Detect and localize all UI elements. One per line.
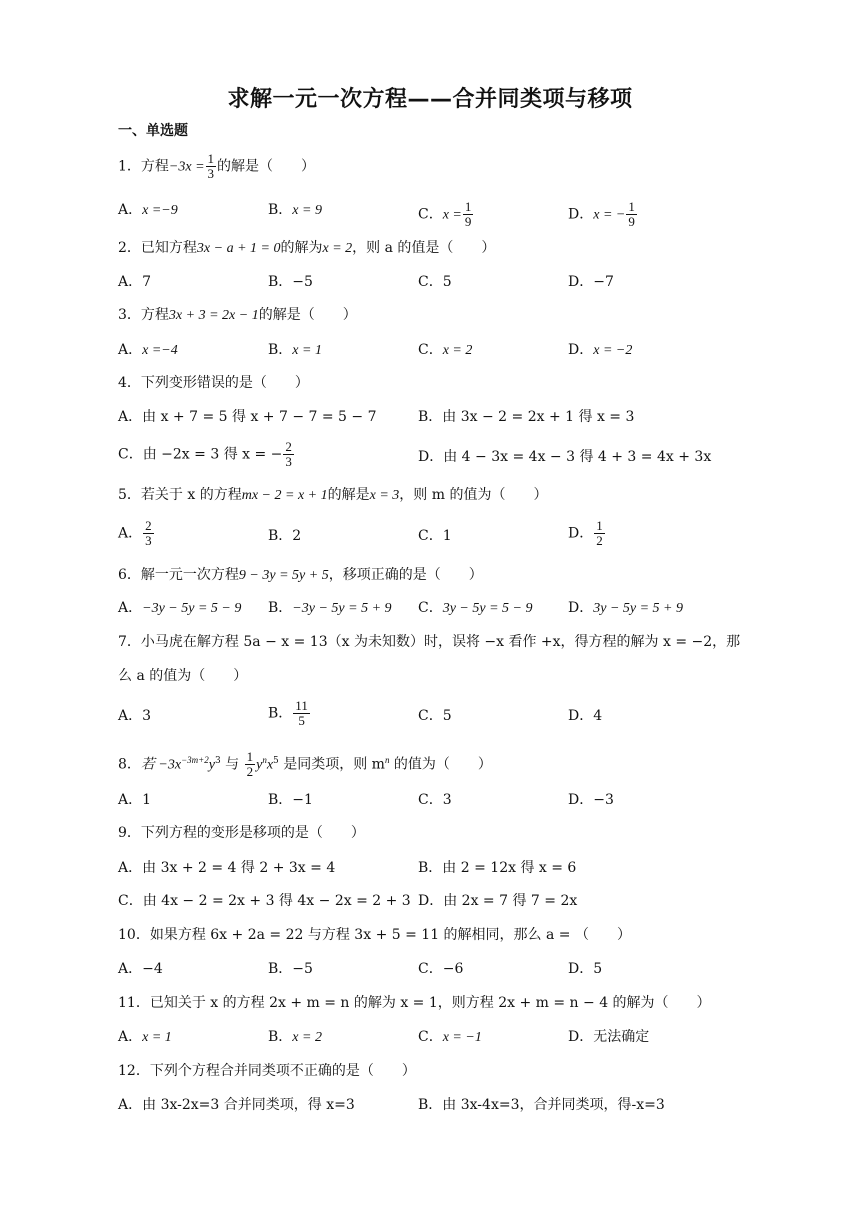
question-6: 6．解一元一次方程9 − 3y = 5y + 5，移项正确的是（ ）	[118, 567, 483, 583]
option-3b: B．x = 1	[268, 342, 322, 358]
option-8d: D．−3	[568, 792, 614, 808]
question-9: 9．下列方程的变形是移项的是（ ）	[118, 825, 365, 841]
option-11c: C．x = −1	[418, 1029, 482, 1045]
option-1c: C．x = $\frac{1}{9}$	[418, 199, 472, 229]
question-11: 11．已知关于 x 的方程 2x + m = n 的解为 x = 1，则方程 2x + m = n − 4 的解为（ ）	[118, 995, 711, 1011]
option-7b: B． $\frac{11}{5}$	[268, 698, 308, 728]
option-9b: B．由 2 = 12x 得 x = 6	[418, 860, 577, 876]
option-3d: D．x = −2	[568, 342, 633, 358]
page-title: 求解一元一次方程——合并同类项与移项	[227, 87, 633, 112]
section-heading: 一、单选题	[118, 123, 188, 139]
option-8c: C．3	[418, 792, 452, 808]
option-5b: B．2	[268, 528, 302, 544]
option-11b: B．x = 2	[268, 1029, 322, 1045]
question-7: 7．小马虎在解方程 5a − x = 13（x 为未知数）时，误将 −x 看作 +x，得方程的解为 x = −2，那	[118, 634, 741, 650]
option-11d: D．无法确定	[568, 1029, 650, 1045]
question-10: 10．如果方程 6x + 2a = 22 与方程 3x + 5 = 11 的解相同，那么 a = （ ）	[118, 927, 631, 943]
option-6b: B．−3y − 5y = 5 + 9	[268, 600, 392, 616]
option-10b: B．−5	[268, 961, 313, 977]
option-6d: D．3y − 5y = 5 + 9	[568, 600, 684, 616]
option-4a: A．由 x + 7 = 5 得 x + 7 − 7 = 5 − 7	[118, 409, 377, 425]
fraction: $\frac{1}{3}$	[207, 151, 215, 181]
option-9d: D．由 2x = 7 得 7 = 2x	[418, 893, 578, 909]
question-5: 5．若关于 x 的方程mx − 2 = x + 1的解是x = 3，则 m 的值为（ ）	[118, 487, 548, 503]
option-4c: C．由 −2x = 3 得 x = − $\frac{2}{3}$	[118, 439, 292, 469]
option-12a: A．由 3x-2x=3 合并同类项，得 x=3	[118, 1097, 355, 1113]
option-5c: C．1	[418, 528, 452, 544]
option-3a: A．x =−4	[118, 342, 178, 358]
option-9c: C．由 4x − 2 = 2x + 3 得 4x − 2x = 2 + 3	[118, 893, 411, 909]
option-4d: D．由 4 − 3x = 4x − 3 得 4 + 3 = 4x + 3x	[418, 449, 712, 465]
option-1b: B．x = 9	[268, 202, 322, 218]
option-3c: C．x = 2	[418, 342, 473, 358]
option-7a: A．3	[118, 708, 152, 724]
option-2d: D．−7	[568, 274, 614, 290]
option-5d: D． $\frac{1}{2}$	[568, 518, 603, 548]
option-7c: C．5	[418, 708, 452, 724]
option-2b: B．−5	[268, 274, 313, 290]
option-1d: D．x = − $\frac{1}{9}$	[568, 199, 635, 229]
option-9a: A．由 3x + 2 = 4 得 2 + 3x = 4	[118, 860, 336, 876]
option-11a: A．x = 1	[118, 1029, 172, 1045]
question-3: 3．方程3x + 3 = 2x − 1的解是（ ）	[118, 307, 357, 323]
question-7-continued: 么 a 的值为（ ）	[118, 668, 248, 684]
option-10d: D．5	[568, 961, 603, 977]
question-2: 2．已知方程3x − a + 1 = 0的解为x = 2，则 a 的值是（ ）	[118, 240, 496, 256]
option-10c: C．−6	[418, 961, 464, 977]
question-12: 12．下列个方程合并同类项不正确的是（ ）	[118, 1063, 416, 1079]
option-5a: A． $\frac{2}{3}$	[118, 518, 152, 548]
option-2c: C．5	[418, 274, 452, 290]
option-1a: A．x =−9	[118, 202, 178, 218]
option-8a: A．1	[118, 792, 152, 808]
option-4b: B．由 3x − 2 = 2x + 1 得 x = 3	[418, 409, 635, 425]
option-12b: B．由 3x-4x=3，合并同类项，得-x=3	[418, 1097, 665, 1113]
question-4: 4．下列变形错误的是（ ）	[118, 375, 309, 391]
option-10a: A．−4	[118, 961, 163, 977]
option-7d: D．4	[568, 708, 603, 724]
option-8b: B．−1	[268, 792, 313, 808]
option-2a: A．7	[118, 274, 152, 290]
option-6a: A．−3y − 5y = 5 − 9	[118, 600, 242, 616]
question-1: 1．方程−3x = $\frac{1}{3}$ 的解是（ ）	[118, 151, 316, 181]
option-6c: C．3y − 5y = 5 − 9	[418, 600, 533, 616]
question-8: 8．若 $-3x^{-3m+2}y^3$ 与 $\frac{1}{2}$ $y^nx^5$ 是同类项，则 $m^n$ 的值为（ ）	[118, 749, 492, 779]
